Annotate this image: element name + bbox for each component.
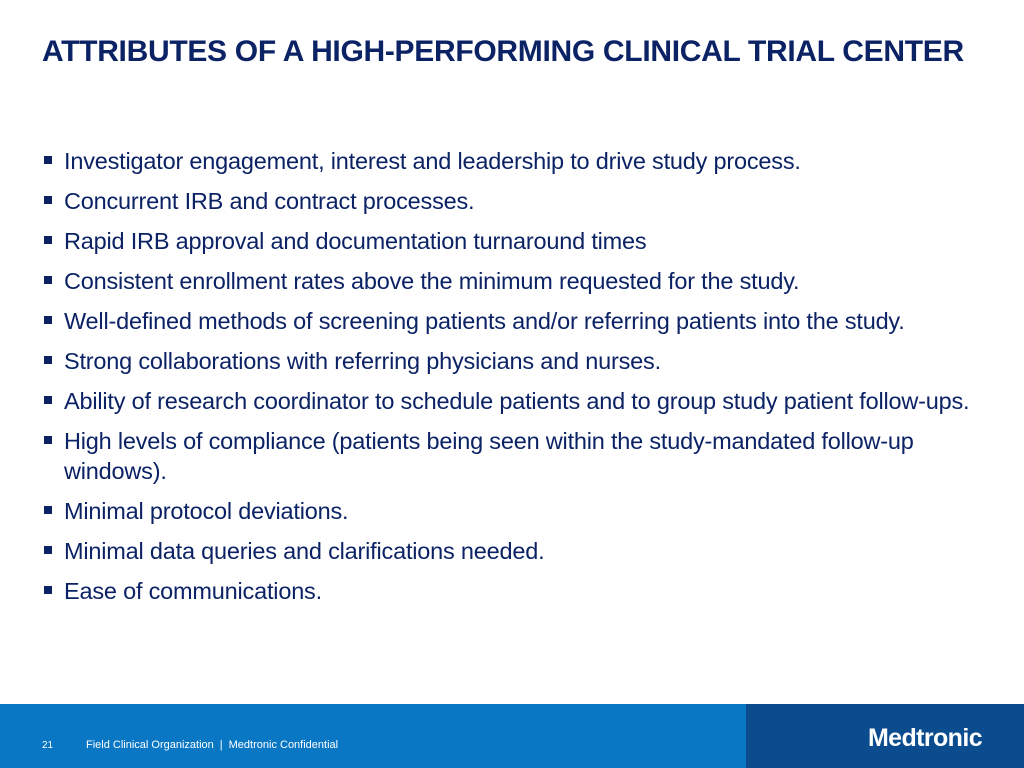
bullet-text: Minimal data queries and clarifications needed. [64, 538, 545, 564]
bullet-square-icon [44, 436, 52, 444]
bullet-square-icon [44, 156, 52, 164]
footer-confidential: Medtronic Confidential [228, 739, 339, 751]
page-number: 21 [42, 740, 54, 751]
bullet-text: Concurrent IRB and contract processes. [64, 188, 475, 214]
bullet-square-icon [44, 506, 52, 514]
footer-bar [0, 704, 1024, 768]
bullet-item [42, 226, 992, 256]
bullet-item [42, 496, 992, 526]
bullet-item [42, 306, 992, 336]
bullet-item [42, 426, 992, 486]
bullet-square-icon [44, 546, 52, 554]
footer-right-panel [746, 704, 1024, 768]
bullet-square-icon [44, 356, 52, 364]
bullet-list [42, 146, 992, 616]
bullet-square-icon [44, 276, 52, 284]
bullet-text: High levels of compliance (patients being seen within the study-mandated follow-up windows). [64, 428, 914, 484]
footer-caption [86, 739, 338, 751]
bullet-text: Ability of research coordinator to schedule patients and to group study patient follow-ups. [64, 388, 970, 414]
bullet-item [42, 186, 992, 216]
slide-title: ATTRIBUTES OF A HIGH-PERFORMING CLINICAL TRIAL CENTER [42, 35, 964, 68]
bullet-text: Consistent enrollment rates above the minimum requested for the study. [64, 268, 800, 294]
bullet-item [42, 576, 992, 606]
bullet-square-icon [44, 586, 52, 594]
bullet-text: Strong collaborations with referring physicians and nurses. [64, 348, 661, 374]
footer-left-panel [0, 704, 746, 768]
footer-separator: | [219, 739, 223, 751]
bullet-text: Well-defined methods of screening patients and/or referring patients into the study. [64, 308, 905, 334]
medtronic-logo: Medtronic [867, 724, 982, 752]
bullet-item [42, 146, 992, 176]
bullet-item [42, 266, 992, 296]
bullet-square-icon [44, 396, 52, 404]
bullet-text: Ease of communications. [64, 578, 322, 604]
footer-organization: Field Clinical Organization [86, 739, 214, 751]
bullet-square-icon [44, 196, 52, 204]
bullet-item [42, 386, 992, 416]
bullet-square-icon [44, 236, 52, 244]
bullet-item [42, 536, 992, 566]
bullet-text: Minimal protocol deviations. [64, 498, 349, 524]
bullet-item [42, 346, 992, 376]
bullet-square-icon [44, 316, 52, 324]
bullet-text: Investigator engagement, interest and leadership to drive study process. [64, 148, 801, 174]
bullet-text: Rapid IRB approval and documentation turnaround times [64, 228, 647, 254]
